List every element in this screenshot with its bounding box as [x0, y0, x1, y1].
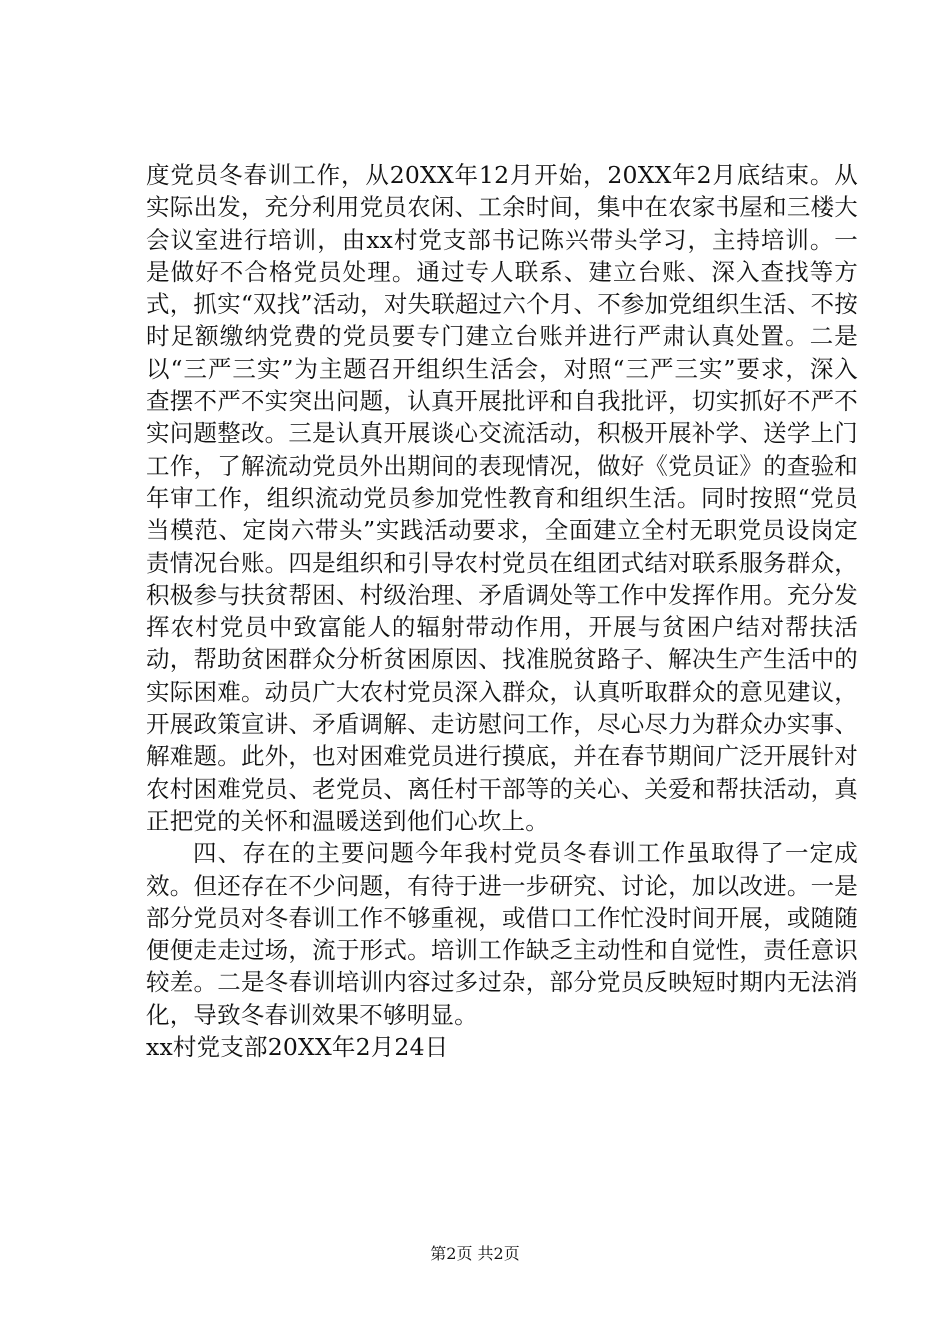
paragraph-training-work: 度党员冬春训工作，从20XX年12月开始，20XX年2月底结束。从实际出发，充分利用党员农闲、工余时间，集中在农家书屋和三楼大会议室进行培训，由xx村党支部书记陈兴带头学习，主持培训。一是做好不合格党员处理。通过专人联系、建立台账、深入查找等方式，抓实“双找”活动，对失联超过六个月、不参加党组织生活、不按时足额缴纳党费的党员要专门建立台账并进行严肃认真处置。二是以“三严三实”为主题召开组织生活会，对照“三严三实”要求，深入查摆不严不实突出问题，认真开展批评和自我批评，切实抓好不严不实问题整改。三是认真开展谈心交流活动，积极开展补学、送学上门工作，了解流动党员外出期间的表现情况，做好《党员证》的查验和年审工作，组织流动党员参加党性教育和组织生活。同时按照“党员当模范、定岗六带头”实践活动要求，全面建立全村无职党员设岗定责情况台账。四是组织和引导农村党员在组团式结对联系服务群众，积极参与扶贫帮困、村级治理、矛盾调处等工作中发挥作用。充分发挥农村党员中致富能人的辐射带动作用，开展与贫困户结对帮扶活动，帮助贫困群众分析贫困原因、找准脱贫路子、解决生产生活中的实际困难。动员广大农村党员深入群众，认真听取群众的意见建议，开展政策宣讲、矛盾调解、走访慰问工作，尽心尽力为群众办实事、解难题。此外，也对困难党员进行摸底，并在春节期间广泛开展针对农村困难党员、老党员、离任村干部等的关心、关爱和帮扶活动，真正把党的关怀和温暖送到他们心坎上。: [146, 161, 858, 835]
page-footer: 第2页 共2页: [430, 1244, 520, 1263]
document-body: [146, 159, 858, 1063]
signature-line: xx村党支部20XX年2月24日: [146, 1033, 449, 1062]
paragraph-main-problems: 四、存在的主要问题今年我村党员冬春训工作虽取得了一定成效。但还存在不少问题，有待于进一步研究、讨论，加以改进。一是部分党员对冬春训工作不够重视，或借口工作忙没时间开展，或随随便便走走过场，流于形式。培训工作缺乏主动性和自觉性，责任意识较差。二是冬春训培训内容过多过杂，部分党员反映短时期内无法消化，导致冬春训效果不够明显。: [146, 839, 858, 1029]
